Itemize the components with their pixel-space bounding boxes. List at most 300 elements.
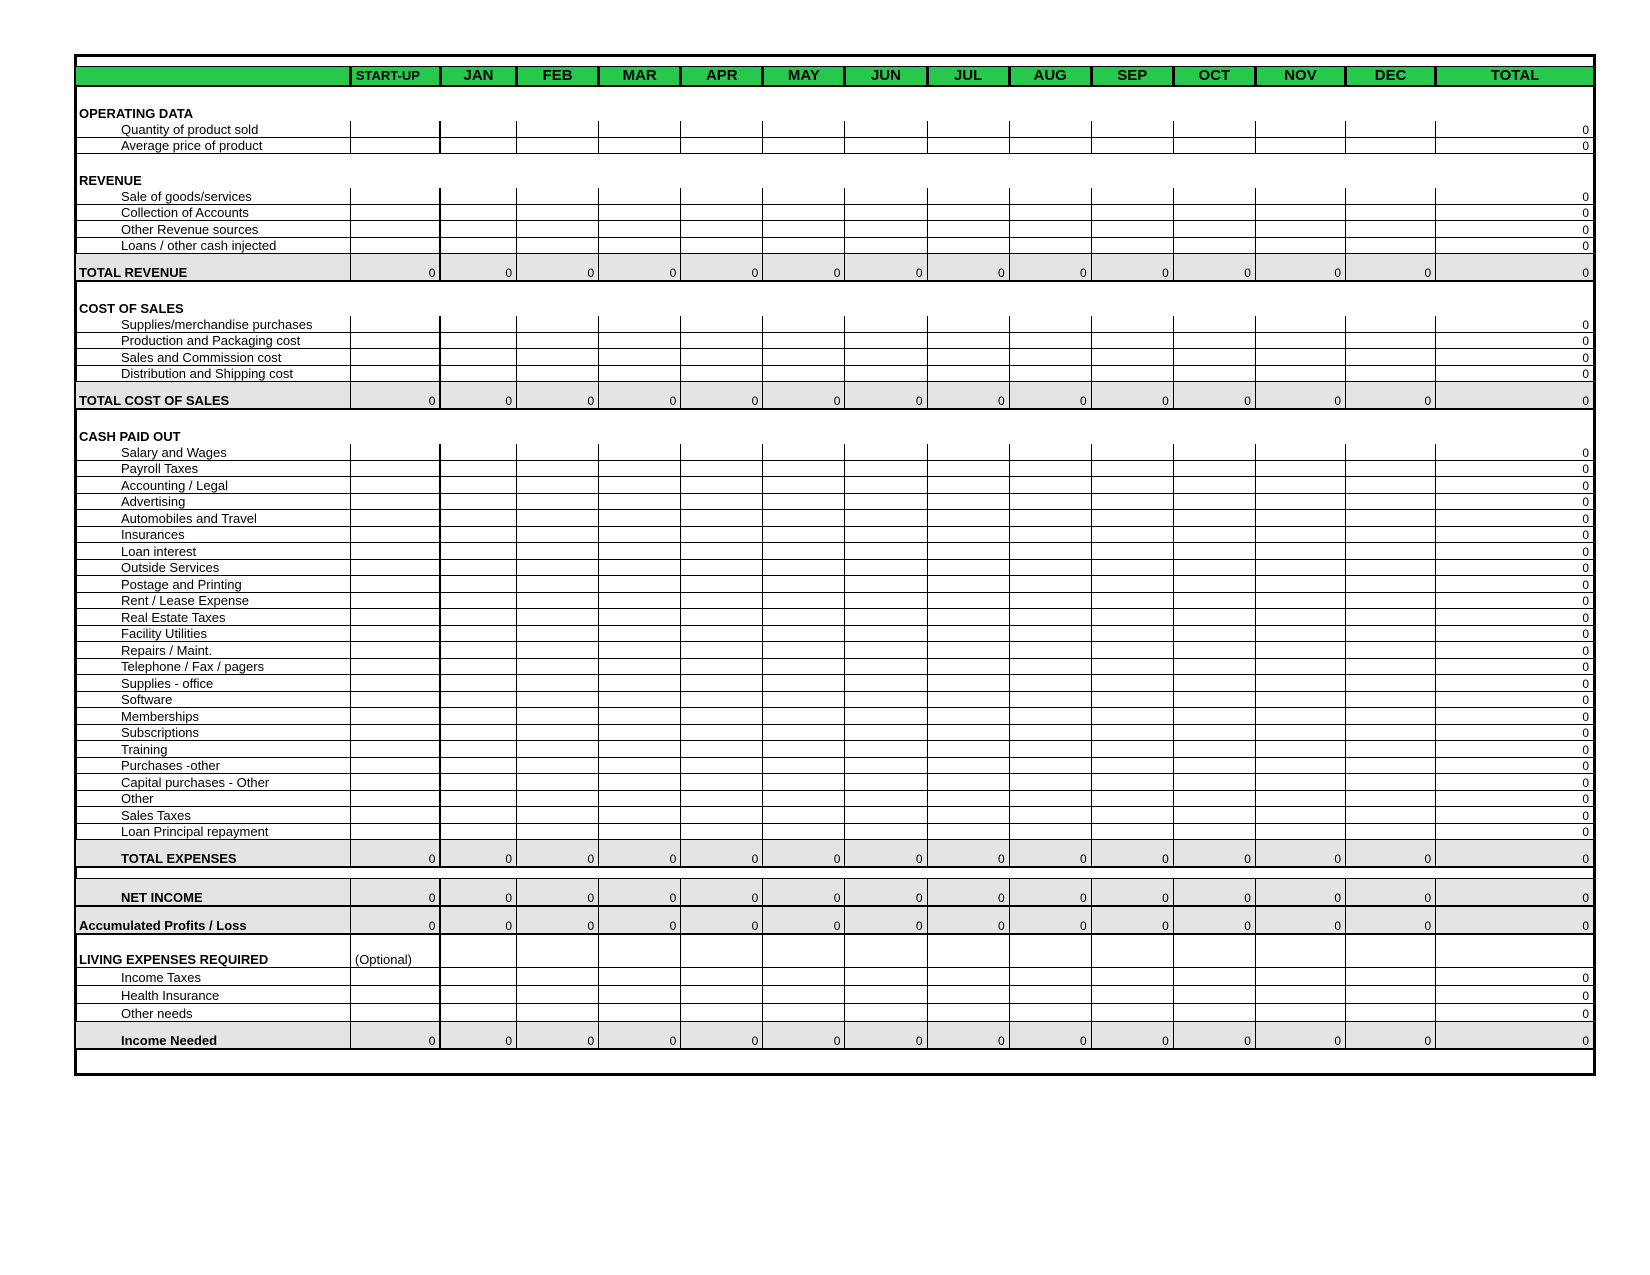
input-cell[interactable] [1009, 1004, 1091, 1022]
input-cell[interactable] [681, 204, 763, 221]
input-cell[interactable] [1346, 724, 1436, 741]
input-cell[interactable] [599, 1004, 681, 1022]
input-cell[interactable] [1255, 774, 1345, 791]
input-cell[interactable] [1091, 137, 1173, 154]
input-cell[interactable] [350, 708, 440, 725]
input-cell[interactable] [599, 724, 681, 741]
input-cell[interactable] [1255, 576, 1345, 593]
input-cell[interactable] [845, 592, 927, 609]
input-cell[interactable] [1255, 332, 1345, 349]
input-cell[interactable] [1255, 741, 1345, 758]
input-cell[interactable] [1173, 790, 1255, 807]
input-cell[interactable] [763, 204, 845, 221]
input-cell[interactable] [1091, 493, 1173, 510]
input-cell[interactable] [927, 774, 1009, 791]
input-cell[interactable] [845, 444, 927, 460]
input-cell[interactable] [1255, 349, 1345, 366]
input-cell[interactable] [599, 934, 681, 968]
input-cell[interactable] [845, 332, 927, 349]
input-cell[interactable] [845, 188, 927, 204]
input-cell[interactable] [1173, 807, 1255, 824]
input-cell[interactable] [440, 204, 516, 221]
input-cell[interactable] [1346, 934, 1436, 968]
input-cell[interactable] [763, 691, 845, 708]
input-cell[interactable] [599, 741, 681, 758]
input-cell[interactable] [350, 444, 440, 460]
input-cell[interactable] [440, 477, 516, 494]
input-cell[interactable] [763, 675, 845, 692]
input-cell[interactable] [763, 934, 845, 968]
input-cell[interactable] [440, 658, 516, 675]
input-cell[interactable] [1173, 137, 1255, 154]
input-cell[interactable] [517, 510, 599, 527]
input-cell[interactable] [1346, 658, 1436, 675]
input-cell[interactable] [599, 559, 681, 576]
input-cell[interactable] [440, 444, 516, 460]
input-cell[interactable] [350, 741, 440, 758]
input-cell[interactable] [1255, 460, 1345, 477]
input-cell[interactable] [1173, 349, 1255, 366]
input-cell[interactable] [517, 365, 599, 382]
input-cell[interactable] [1009, 510, 1091, 527]
input-cell[interactable] [1346, 823, 1436, 840]
input-cell[interactable] [1091, 790, 1173, 807]
input-cell[interactable] [599, 121, 681, 137]
input-cell[interactable] [845, 968, 927, 986]
input-cell[interactable] [927, 559, 1009, 576]
input-cell[interactable] [927, 204, 1009, 221]
input-cell[interactable] [440, 592, 516, 609]
input-cell[interactable] [1255, 204, 1345, 221]
input-cell[interactable] [1009, 625, 1091, 642]
input-cell[interactable] [1346, 708, 1436, 725]
input-cell[interactable] [1009, 188, 1091, 204]
input-cell[interactable] [440, 757, 516, 774]
input-cell[interactable] [1255, 493, 1345, 510]
input-cell[interactable] [350, 526, 440, 543]
input-cell[interactable] [350, 724, 440, 741]
input-cell[interactable] [927, 1004, 1009, 1022]
input-cell[interactable] [1091, 658, 1173, 675]
input-cell[interactable] [1009, 675, 1091, 692]
input-cell[interactable] [1091, 316, 1173, 332]
input-cell[interactable] [1436, 934, 1593, 968]
input-cell[interactable] [763, 526, 845, 543]
input-cell[interactable] [599, 708, 681, 725]
input-cell[interactable] [1009, 365, 1091, 382]
input-cell[interactable] [1173, 460, 1255, 477]
input-cell[interactable] [1255, 477, 1345, 494]
input-cell[interactable] [1173, 708, 1255, 725]
input-cell[interactable] [1091, 204, 1173, 221]
input-cell[interactable] [927, 724, 1009, 741]
input-cell[interactable] [350, 968, 440, 986]
input-cell[interactable] [517, 823, 599, 840]
input-cell[interactable] [440, 559, 516, 576]
input-cell[interactable] [350, 137, 440, 154]
input-cell[interactable] [763, 543, 845, 560]
input-cell[interactable] [440, 790, 516, 807]
input-cell[interactable] [927, 121, 1009, 137]
input-cell[interactable] [599, 968, 681, 986]
input-cell[interactable] [681, 724, 763, 741]
input-cell[interactable] [763, 708, 845, 725]
input-cell[interactable] [845, 349, 927, 366]
input-cell[interactable] [1346, 757, 1436, 774]
input-cell[interactable] [350, 790, 440, 807]
input-cell[interactable] [845, 559, 927, 576]
input-cell[interactable] [517, 188, 599, 204]
input-cell[interactable] [1173, 576, 1255, 593]
input-cell[interactable] [1173, 986, 1255, 1004]
input-cell[interactable] [681, 757, 763, 774]
input-cell[interactable] [927, 349, 1009, 366]
input-cell[interactable] [1009, 741, 1091, 758]
input-cell[interactable] [927, 137, 1009, 154]
input-cell[interactable] [1009, 316, 1091, 332]
input-cell[interactable] [599, 365, 681, 382]
input-cell[interactable] [1091, 807, 1173, 824]
input-cell[interactable] [350, 121, 440, 137]
input-cell[interactable] [681, 823, 763, 840]
input-cell[interactable] [763, 576, 845, 593]
input-cell[interactable] [1091, 477, 1173, 494]
input-cell[interactable] [1173, 823, 1255, 840]
input-cell[interactable] [1255, 365, 1345, 382]
input-cell[interactable] [927, 609, 1009, 626]
input-cell[interactable] [517, 121, 599, 137]
input-cell[interactable] [927, 741, 1009, 758]
input-cell[interactable] [927, 221, 1009, 238]
input-cell[interactable] [1255, 986, 1345, 1004]
input-cell[interactable] [1091, 460, 1173, 477]
input-cell[interactable] [440, 609, 516, 626]
input-cell[interactable] [1255, 823, 1345, 840]
input-cell[interactable] [763, 609, 845, 626]
input-cell[interactable] [763, 968, 845, 986]
input-cell[interactable] [927, 576, 1009, 593]
input-cell[interactable] [1346, 510, 1436, 527]
input-cell[interactable] [440, 642, 516, 659]
input-cell[interactable] [681, 121, 763, 137]
input-cell[interactable] [517, 675, 599, 692]
input-cell[interactable] [1009, 349, 1091, 366]
input-cell[interactable] [1346, 188, 1436, 204]
input-cell[interactable] [1346, 968, 1436, 986]
input-cell[interactable] [1173, 968, 1255, 986]
input-cell[interactable] [927, 708, 1009, 725]
input-cell[interactable] [440, 823, 516, 840]
input-cell[interactable] [1091, 592, 1173, 609]
input-cell[interactable] [845, 807, 927, 824]
input-cell[interactable] [599, 576, 681, 593]
input-cell[interactable] [927, 460, 1009, 477]
input-cell[interactable] [350, 221, 440, 238]
input-cell[interactable] [1091, 741, 1173, 758]
input-cell[interactable] [350, 349, 440, 366]
input-cell[interactable] [350, 460, 440, 477]
input-cell[interactable] [845, 121, 927, 137]
input-cell[interactable] [927, 757, 1009, 774]
input-cell[interactable] [350, 332, 440, 349]
input-cell[interactable] [1009, 757, 1091, 774]
input-cell[interactable] [1173, 559, 1255, 576]
input-cell[interactable] [517, 576, 599, 593]
input-cell[interactable] [1173, 510, 1255, 527]
input-cell[interactable] [927, 493, 1009, 510]
input-cell[interactable] [1009, 137, 1091, 154]
input-cell[interactable] [599, 823, 681, 840]
input-cell[interactable] [599, 642, 681, 659]
input-cell[interactable] [1346, 576, 1436, 593]
input-cell[interactable] [517, 968, 599, 986]
input-cell[interactable] [1091, 724, 1173, 741]
input-cell[interactable] [350, 477, 440, 494]
input-cell[interactable] [927, 790, 1009, 807]
input-cell[interactable] [1173, 204, 1255, 221]
input-cell[interactable] [845, 526, 927, 543]
input-cell[interactable] [1009, 986, 1091, 1004]
input-cell[interactable] [845, 237, 927, 254]
input-cell[interactable] [1009, 477, 1091, 494]
input-cell[interactable] [763, 757, 845, 774]
input-cell[interactable] [350, 675, 440, 692]
input-cell[interactable] [440, 576, 516, 593]
input-cell[interactable] [599, 188, 681, 204]
input-cell[interactable] [927, 237, 1009, 254]
input-cell[interactable] [1173, 221, 1255, 238]
input-cell[interactable] [1173, 592, 1255, 609]
input-cell[interactable] [1346, 625, 1436, 642]
input-cell[interactable] [1255, 708, 1345, 725]
input-cell[interactable] [599, 543, 681, 560]
input-cell[interactable] [517, 757, 599, 774]
input-cell[interactable] [1173, 609, 1255, 626]
input-cell[interactable] [1255, 444, 1345, 460]
input-cell[interactable] [440, 237, 516, 254]
input-cell[interactable] [681, 188, 763, 204]
input-cell[interactable] [1255, 691, 1345, 708]
input-cell[interactable] [845, 724, 927, 741]
input-cell[interactable] [599, 221, 681, 238]
input-cell[interactable] [1173, 757, 1255, 774]
input-cell[interactable] [681, 741, 763, 758]
input-cell[interactable] [517, 986, 599, 1004]
input-cell[interactable] [1255, 559, 1345, 576]
input-cell[interactable] [1091, 774, 1173, 791]
input-cell[interactable] [1091, 526, 1173, 543]
input-cell[interactable] [845, 576, 927, 593]
input-cell[interactable] [517, 708, 599, 725]
input-cell[interactable] [1255, 625, 1345, 642]
input-cell[interactable] [1009, 691, 1091, 708]
input-cell[interactable] [1255, 237, 1345, 254]
input-cell[interactable] [1173, 316, 1255, 332]
input-cell[interactable] [1255, 188, 1345, 204]
input-cell[interactable] [517, 774, 599, 791]
input-cell[interactable] [1346, 121, 1436, 137]
input-cell[interactable] [517, 691, 599, 708]
input-cell[interactable] [350, 365, 440, 382]
input-cell[interactable] [763, 121, 845, 137]
input-cell[interactable] [1091, 708, 1173, 725]
input-cell[interactable] [1346, 543, 1436, 560]
input-cell[interactable] [599, 658, 681, 675]
input-cell[interactable] [763, 625, 845, 642]
input-cell[interactable] [350, 592, 440, 609]
input-cell[interactable] [927, 592, 1009, 609]
input-cell[interactable] [1346, 493, 1436, 510]
input-cell[interactable] [517, 332, 599, 349]
input-cell[interactable] [1009, 221, 1091, 238]
input-cell[interactable] [927, 625, 1009, 642]
input-cell[interactable] [1091, 559, 1173, 576]
input-cell[interactable] [1346, 316, 1436, 332]
input-cell[interactable] [1091, 1004, 1173, 1022]
input-cell[interactable] [1173, 724, 1255, 741]
input-cell[interactable] [681, 986, 763, 1004]
input-cell[interactable] [440, 807, 516, 824]
input-cell[interactable] [1255, 609, 1345, 626]
input-cell[interactable] [440, 121, 516, 137]
input-cell[interactable] [845, 609, 927, 626]
input-cell[interactable] [1255, 658, 1345, 675]
input-cell[interactable] [440, 137, 516, 154]
input-cell[interactable] [517, 741, 599, 758]
input-cell[interactable] [599, 510, 681, 527]
input-cell[interactable] [1091, 934, 1173, 968]
input-cell[interactable] [599, 526, 681, 543]
input-cell[interactable] [517, 477, 599, 494]
input-cell[interactable] [599, 807, 681, 824]
input-cell[interactable] [1173, 493, 1255, 510]
input-cell[interactable] [763, 986, 845, 1004]
input-cell[interactable] [1255, 221, 1345, 238]
input-cell[interactable] [350, 609, 440, 626]
input-cell[interactable] [845, 625, 927, 642]
input-cell[interactable] [350, 543, 440, 560]
input-cell[interactable] [599, 691, 681, 708]
input-cell[interactable] [599, 477, 681, 494]
input-cell[interactable] [1346, 1004, 1436, 1022]
input-cell[interactable] [1346, 774, 1436, 791]
input-cell[interactable] [1255, 675, 1345, 692]
input-cell[interactable] [1091, 237, 1173, 254]
input-cell[interactable] [1173, 444, 1255, 460]
input-cell[interactable] [440, 332, 516, 349]
input-cell[interactable] [517, 559, 599, 576]
input-cell[interactable] [517, 349, 599, 366]
input-cell[interactable] [1173, 526, 1255, 543]
input-cell[interactable] [1346, 675, 1436, 692]
input-cell[interactable] [1255, 543, 1345, 560]
input-cell[interactable] [763, 823, 845, 840]
input-cell[interactable] [1009, 934, 1091, 968]
input-cell[interactable] [927, 365, 1009, 382]
input-cell[interactable] [440, 986, 516, 1004]
input-cell[interactable] [1346, 365, 1436, 382]
input-cell[interactable] [350, 316, 440, 332]
input-cell[interactable] [1009, 592, 1091, 609]
input-cell[interactable] [440, 741, 516, 758]
input-cell[interactable] [440, 934, 516, 968]
input-cell[interactable] [763, 774, 845, 791]
input-cell[interactable] [845, 493, 927, 510]
input-cell[interactable] [763, 349, 845, 366]
input-cell[interactable] [350, 642, 440, 659]
input-cell[interactable] [517, 221, 599, 238]
input-cell[interactable] [1009, 559, 1091, 576]
input-cell[interactable] [1091, 691, 1173, 708]
input-cell[interactable] [681, 592, 763, 609]
input-cell[interactable] [350, 823, 440, 840]
input-cell[interactable] [681, 316, 763, 332]
input-cell[interactable] [1091, 675, 1173, 692]
input-cell[interactable] [440, 708, 516, 725]
input-cell[interactable] [517, 526, 599, 543]
input-cell[interactable] [1009, 790, 1091, 807]
input-cell[interactable] [599, 493, 681, 510]
input-cell[interactable] [927, 642, 1009, 659]
input-cell[interactable] [1009, 807, 1091, 824]
input-cell[interactable] [1255, 790, 1345, 807]
input-cell[interactable] [599, 790, 681, 807]
input-cell[interactable] [599, 986, 681, 1004]
input-cell[interactable] [927, 691, 1009, 708]
input-cell[interactable] [517, 543, 599, 560]
input-cell[interactable] [350, 576, 440, 593]
input-cell[interactable] [517, 934, 599, 968]
input-cell[interactable] [927, 675, 1009, 692]
input-cell[interactable] [1255, 757, 1345, 774]
input-cell[interactable] [1009, 708, 1091, 725]
input-cell[interactable] [845, 790, 927, 807]
input-cell[interactable] [681, 807, 763, 824]
input-cell[interactable] [845, 642, 927, 659]
input-cell[interactable] [1091, 221, 1173, 238]
input-cell[interactable] [927, 658, 1009, 675]
input-cell[interactable] [350, 625, 440, 642]
input-cell[interactable] [681, 477, 763, 494]
input-cell[interactable] [763, 642, 845, 659]
input-cell[interactable] [763, 444, 845, 460]
input-cell[interactable] [1346, 559, 1436, 576]
input-cell[interactable] [1173, 121, 1255, 137]
input-cell[interactable] [1173, 625, 1255, 642]
input-cell[interactable] [681, 625, 763, 642]
input-cell[interactable] [1346, 642, 1436, 659]
input-cell[interactable] [1173, 691, 1255, 708]
input-cell[interactable] [1009, 332, 1091, 349]
input-cell[interactable] [763, 807, 845, 824]
input-cell[interactable] [681, 576, 763, 593]
input-cell[interactable] [927, 807, 1009, 824]
input-cell[interactable] [927, 332, 1009, 349]
input-cell[interactable] [440, 316, 516, 332]
input-cell[interactable] [681, 790, 763, 807]
input-cell[interactable] [517, 658, 599, 675]
input-cell[interactable] [599, 237, 681, 254]
input-cell[interactable] [350, 658, 440, 675]
input-cell[interactable] [350, 559, 440, 576]
input-cell[interactable] [1255, 592, 1345, 609]
input-cell[interactable] [845, 774, 927, 791]
input-cell[interactable] [517, 1004, 599, 1022]
input-cell[interactable] [517, 137, 599, 154]
input-cell[interactable] [681, 934, 763, 968]
input-cell[interactable] [440, 543, 516, 560]
input-cell[interactable] [1255, 642, 1345, 659]
